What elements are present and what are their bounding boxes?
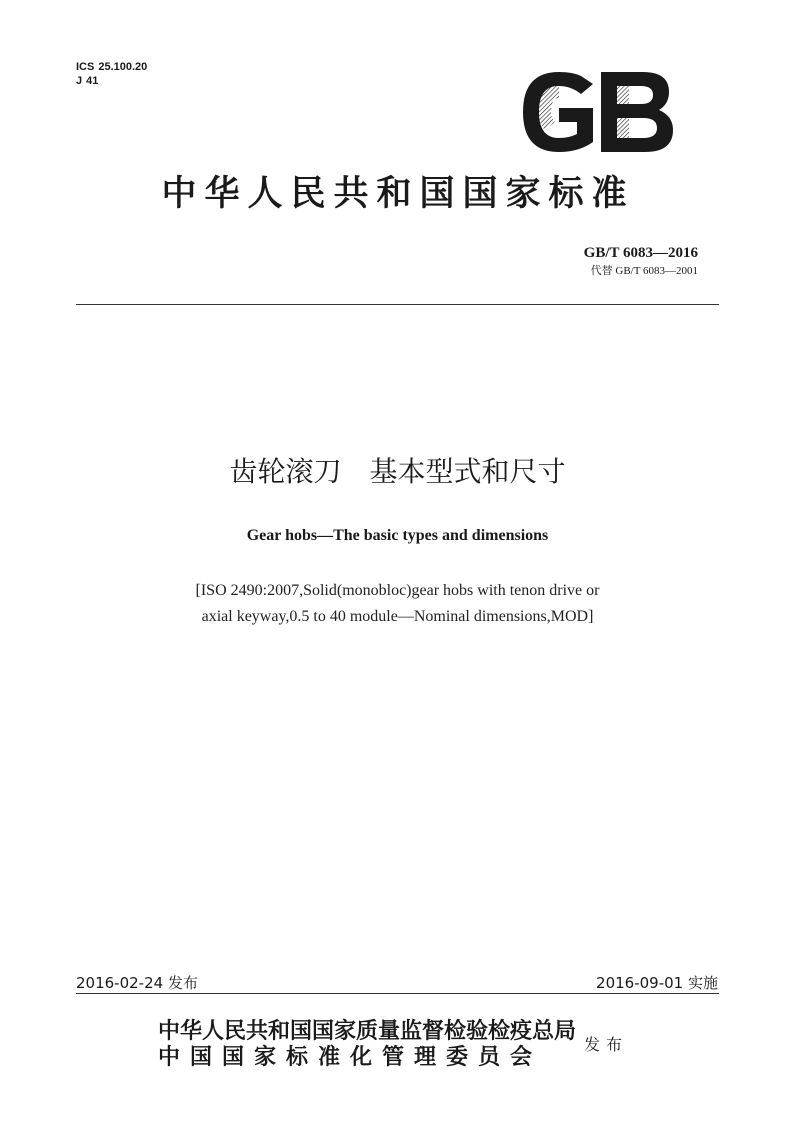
footer-divider [76, 993, 719, 994]
replaces-standard: 代替 GB/T 6083—2001 [590, 265, 698, 277]
issuing-authorities [158, 1018, 577, 1070]
title-english: Gear hobs—The basic types and dimensions [246, 527, 549, 544]
standard-number-block [584, 245, 698, 279]
classification-codes [76, 60, 147, 88]
header-divider [76, 304, 719, 305]
ics-label: ICS [76, 61, 95, 73]
gb-logo [519, 72, 675, 152]
ccs-value: 41 [86, 75, 99, 87]
iso-reference [76, 578, 719, 630]
ics-code [76, 60, 147, 74]
issuer-sac: 中国国家标准化管理委员会 [158, 1044, 543, 1070]
iso-reference-line-1: [ISO 2490:2007,Solid(monobloc)gear hobs with tenon drive or [195, 582, 600, 599]
issue-label: 发布 [584, 1035, 629, 1054]
ccs-code [76, 74, 147, 88]
iso-reference-line-2: axial keyway,0.5 to 40 module—Nominal dimensions,MOD] [201, 608, 594, 625]
country-standard-title: 中华人民共和国国家标准 [161, 173, 635, 214]
ccs-label: J [76, 75, 83, 87]
ics-value: 25.100.20 [98, 61, 148, 73]
implementation-date: 2016-09-01 实施 [596, 974, 718, 992]
standard-number: GB/T 6083—2016 [583, 245, 698, 261]
title-chinese: 齿轮滚刀 基本型式和尺寸 [229, 455, 566, 488]
publication-date: 2016-02-24 发布 [76, 974, 198, 992]
issuer-aqsiq: 中华人民共和国国家质量监督检验检疫总局 [158, 1018, 577, 1044]
